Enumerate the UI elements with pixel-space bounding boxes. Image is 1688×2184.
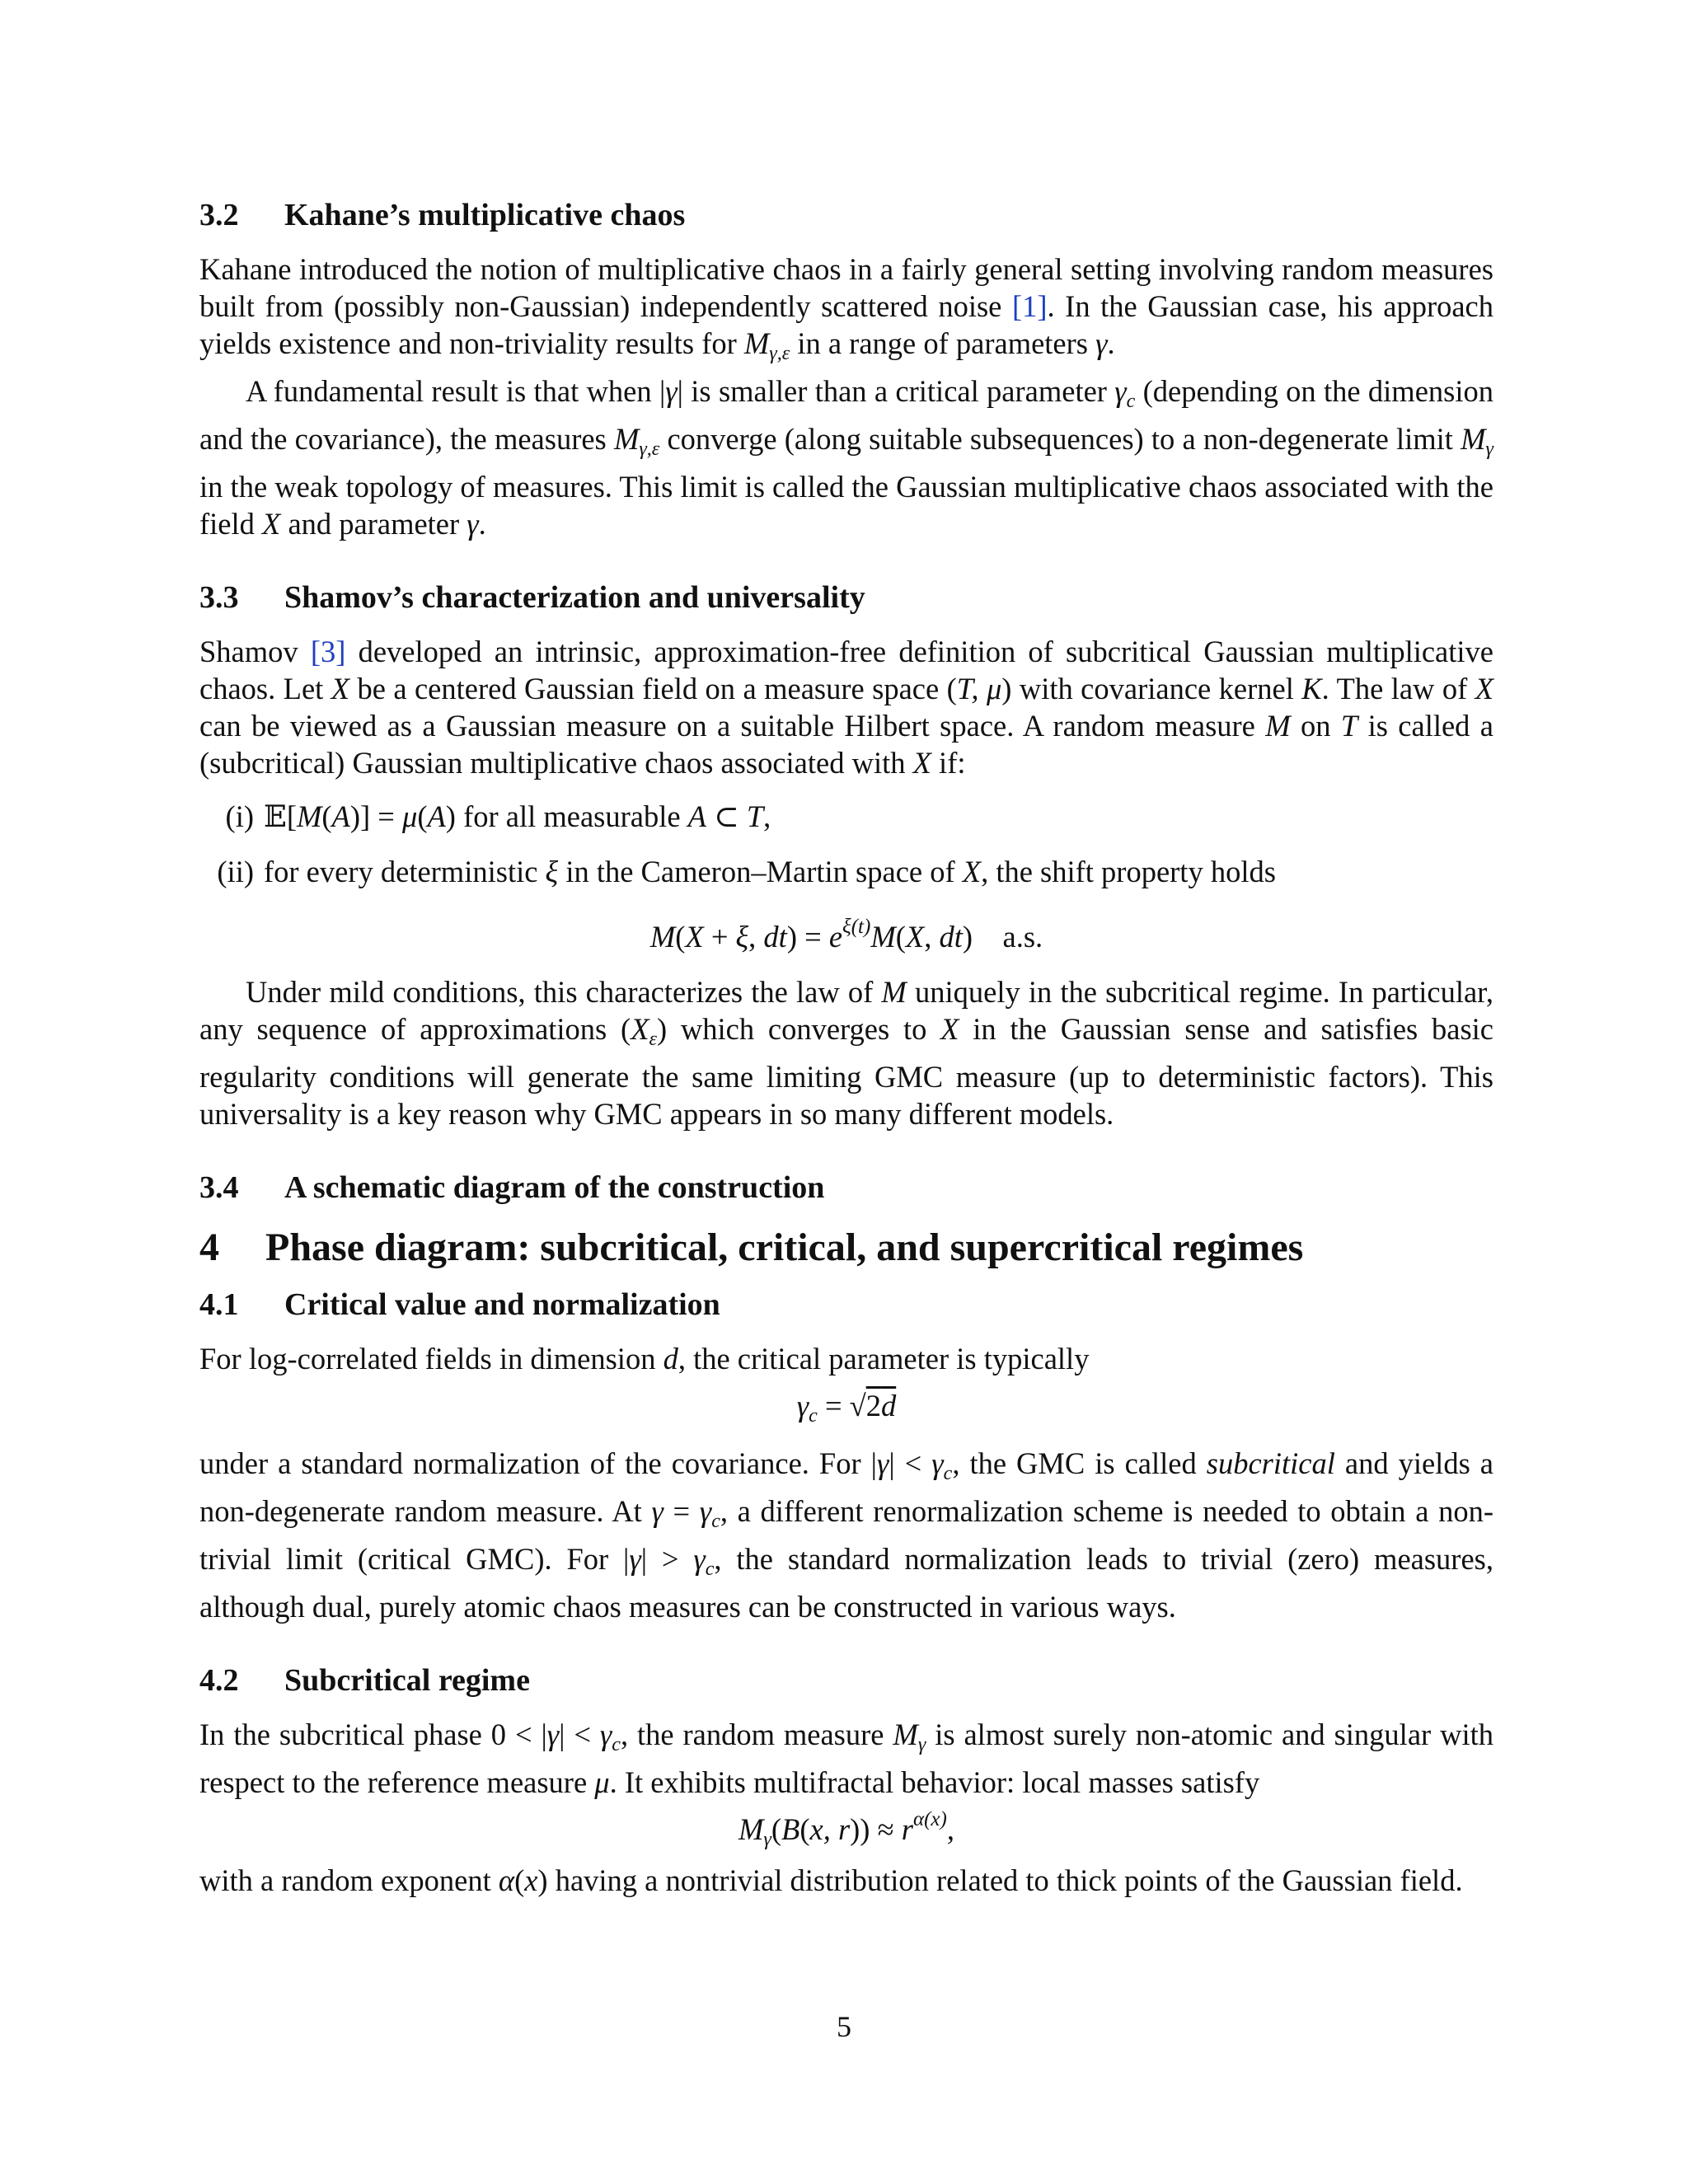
text: for all measurable xyxy=(455,799,688,833)
display-equation-shift: M(X + ξ, $dt) = e^{\xi(t)}M(X$, dt) a.s. xyxy=(649,916,1043,954)
section-title: Kahane’s multiplicative chaos xyxy=(284,198,686,232)
text: is almost surely non-atomic and singular with respect to the reference measure xyxy=(199,1718,1493,1799)
text: Under mild conditions, this characterizes the law of xyxy=(246,975,882,1009)
section-heading-3-3 xyxy=(199,577,1493,618)
text: developed an intrinsic, approximation-free definition of subcritical Gaussian multiplicative chaos. Let xyxy=(199,635,1493,705)
chapter-number: 4 xyxy=(199,1226,219,1269)
section-title: Subcritical regime xyxy=(284,1663,530,1698)
text: in a range of parameters xyxy=(790,326,1096,360)
text: Kahane introduced the notion of multiplicative chaos in a fairly general setting involving random measures built from (possibly non-Gaussian) independently scattered noise xyxy=(199,252,1493,323)
text: uniquely in the subcritical regime. In particular, any sequence of approximations ( xyxy=(199,975,1493,1046)
list-label: (i) xyxy=(225,799,254,833)
emphasis: subcritical xyxy=(1206,1446,1335,1480)
text: ) with covariance kernel xyxy=(1001,672,1302,705)
list-item-i xyxy=(199,798,1493,835)
list-text: for every deterministic ξ in the Cameron–Martin space of X, the shift property holds xyxy=(264,855,1276,888)
section-number: 4.2 xyxy=(199,1663,239,1698)
page-number: 5 xyxy=(837,2010,851,2043)
paragraph-4-1-2: under a standard normalization of the covariance. For $|\gamma| < \gamma_c$, the GMC is called subcritical and yields a non-degenerate random measure. At $\gamma = \gamma_c$, a different renormalization scheme is needed to obtain a non-trivial limit (critical GMC). For $|\gamma| > \gamma_c$, the standard normalization leads to trivial (zero) measures, although dual, purely atomic chaos measures can be constructed in various ways. xyxy=(199,1446,1493,1624)
text: on xyxy=(1290,709,1341,743)
text: having a nontrivial distribution related to thick points of the Gaussian field. xyxy=(547,1863,1463,1897)
text: in the Cameron–Martin space of xyxy=(558,855,963,888)
paragraph-4-1-1: For log-correlated fields in dimension d, the critical parameter is typically xyxy=(199,1342,1090,1376)
text: if: xyxy=(931,746,966,780)
text: under a standard normalization of the covariance. For | xyxy=(199,1446,877,1480)
text: , a different renormalization scheme is needed to obtain a non-trivial limit (critical GMC). For | xyxy=(199,1494,1493,1576)
text: is called a (subcritical) Gaussian multiplicative chaos associated with xyxy=(199,709,1493,780)
paragraph-3-2-2: A fundamental result is that when |γ| is smaller than a critical parameter $\gamma_c$ (depending on the dimension and the covariance), the measures $M_{\gamma,\varepsilon}$ converge (along suitable subsequences) to a non-degenerate limit $M_\gamma$ in the weak topology of measures. This limit is called the Gaussian multiplicative chaos associated with the field X and parameter γ. xyxy=(199,374,1493,541)
text: converge (along suitable subsequences) to a non-degenerate limit xyxy=(659,422,1461,456)
section-number: 3.2 xyxy=(199,198,239,232)
text: ) which converges to xyxy=(656,1012,941,1046)
section-heading-3-2 xyxy=(199,194,1493,236)
text: Shamov xyxy=(199,635,311,668)
list-label: (ii) xyxy=(217,855,254,888)
paragraph-3-3-1: Shamov [3] developed an intrinsic, approximation-free definition of subcritical Gaussian multiplicative chaos. Let X be a centered Gaussian field on a measure space (T, μ) with covariance kernel K. The law of X can be viewed as a Gaussian measure on a suitable Hilbert space. A random measure M on T is called a (subcritical) Gaussian multiplicative chaos associated with X if: xyxy=(199,635,1493,780)
list-item-ii xyxy=(199,853,1493,890)
text: in the weak topology of measures. This limit is called the Gaussian multiplicative chaos associated with the field xyxy=(199,470,1493,541)
text: , the critical parameter is typically xyxy=(678,1342,1090,1376)
text: a.s. xyxy=(1002,920,1043,954)
section-title: Shamov’s characterization and universality xyxy=(284,580,865,615)
display-equation-critical: $\gamma_c = √2d$ xyxy=(796,1389,897,1427)
text: For log-correlated fields in dimension xyxy=(199,1342,663,1376)
text: . In the Gaussian case, his approach yields existence and non-triviality results for xyxy=(199,289,1493,360)
text: and yields a non-degenerate random measure. At xyxy=(199,1446,1493,1528)
paragraph-4-2-2: with a random exponent α(x) having a nontrivial distribution related to thick points of the Gaussian field. xyxy=(199,1863,1463,1897)
citation-link-1[interactable]: [1] xyxy=(1011,289,1048,323)
text: (depending on the dimension and the covariance), the measures xyxy=(199,374,1493,456)
text: , the random measure xyxy=(620,1718,893,1751)
list-text: 𝔼[M(A)] = μ(A) for all measurable A ⊂ T, xyxy=(264,799,771,833)
section-heading-4-2 xyxy=(199,1660,1493,1701)
section-number: 3.4 xyxy=(199,1170,239,1205)
section-heading-4-1 xyxy=(199,1284,1493,1325)
paper-page xyxy=(199,190,1493,1899)
text: for every deterministic xyxy=(264,855,546,888)
paragraph-4-2-1: In the subcritical phase $0 < |\gamma| < \gamma_c$, the random measure $M_\gamma$ is almost surely non-atomic and singular with respect to the reference measure μ. It exhibits multifractal behavior: local masses satisfy xyxy=(199,1718,1493,1799)
paragraph-3-2-1: Kahane introduced the notion of multiplicative chaos in a fairly general setting involving random measures built from (possibly non-Gaussian) independently scattered noise [1]. In the Gaussian case, his approach yields existence and non-triviality results for $M_{\gamma,\varepsilon}$ in a range of parameters γ. xyxy=(199,252,1493,364)
text: be a centered Gaussian field on a measure space ( xyxy=(349,672,957,705)
section-number: 4.1 xyxy=(199,1287,239,1322)
text: , the standard normalization leads to trivial (zero) measures, although dual, purely atomic chaos measures can be constructed in various ways. xyxy=(199,1542,1493,1624)
section-title: Critical value and normalization xyxy=(284,1287,720,1322)
section-title: A schematic diagram of the construction xyxy=(284,1170,825,1205)
text: in the Gaussian sense and satisfies basic regularity conditions will generate the same limiting GMC measure (up to deterministic factors). This universality is a key reason why GMC appears in so many different models. xyxy=(199,1012,1493,1131)
text: can be viewed as a Gaussian measure on a suitable Hilbert space. A random measure xyxy=(199,709,1266,743)
text: . The law of xyxy=(1321,672,1475,705)
chapter-title: Phase diagram: subcritical, critical, and supercritical regimes xyxy=(265,1226,1304,1269)
text: . It exhibits multifractal behavior: local masses satisfy xyxy=(609,1765,1260,1799)
section-heading-3-4 xyxy=(199,1167,1493,1208)
paragraph-3-3-2: Under mild conditions, this characterizes the law of M uniquely in the subcritical regime. In particular, any sequence of approximations $(X_\varepsilon)$ which converges to X in the Gaussian sense and satisfies basic regularity conditions will generate the same limiting GMC measure (up to deterministic factors). This universality is a key reason why GMC appears in so many different models. xyxy=(199,975,1493,1131)
display-equation-multifractal: $M_\gamma(B(x$, $r)) \approx r^{\alpha(x)}$, xyxy=(738,1808,954,1850)
text: , the GMC is called xyxy=(952,1446,1207,1480)
citation-link-3[interactable]: [3] xyxy=(310,635,346,668)
section-number: 3.3 xyxy=(199,580,239,615)
text: with a random exponent xyxy=(199,1863,499,1897)
text: A fundamental result is that when | xyxy=(246,374,666,408)
chapter-heading-4 xyxy=(199,1223,1493,1272)
text: | is smaller than a critical parameter xyxy=(677,374,1115,408)
text: In the subcritical phase 0 < | xyxy=(199,1718,547,1751)
text: , the shift property holds xyxy=(981,855,1276,888)
text: and parameter xyxy=(280,507,467,541)
